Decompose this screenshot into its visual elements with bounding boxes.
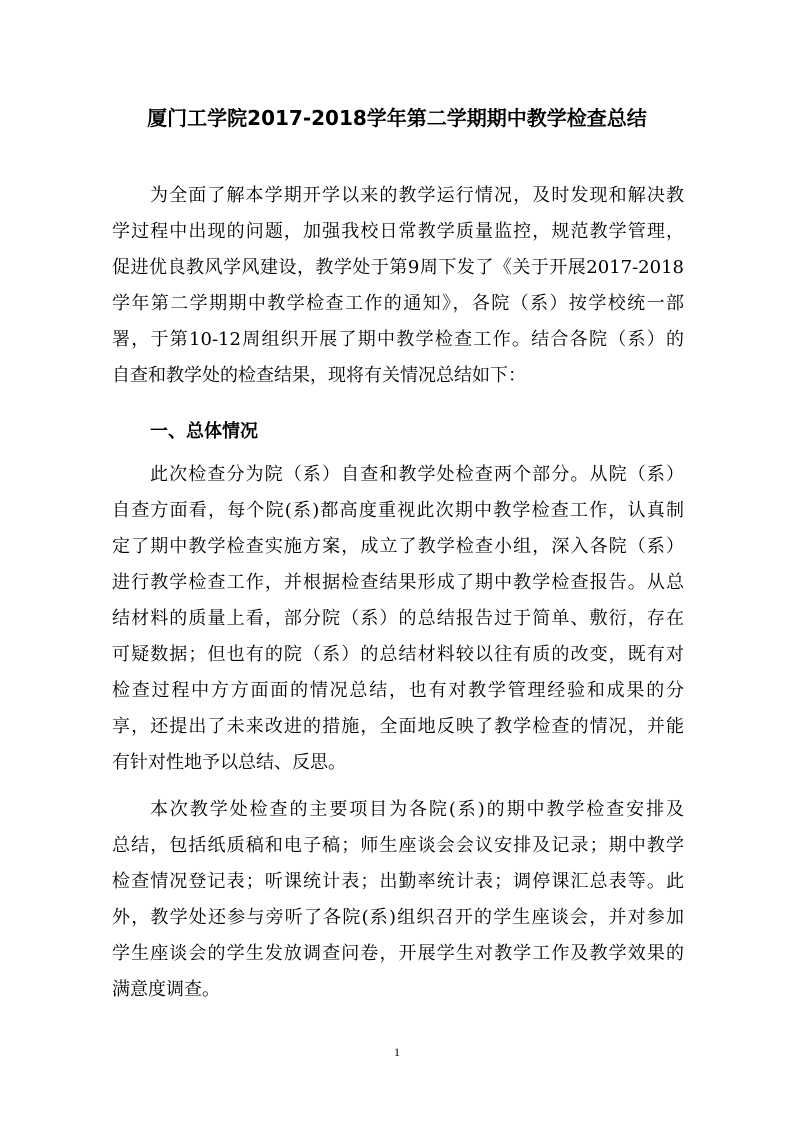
page-number: 1 <box>394 1045 400 1059</box>
paragraph-line: 有针对性地予以总结、反思。 <box>112 752 346 773</box>
paragraph-line: 学年第二学期期中教学检查工作的通知》，各院（系）按学校统一部 <box>112 293 684 314</box>
paragraph-line: 检查过程中方方面面的情况总结，也有对教学管理经验和成果的分 <box>112 680 684 701</box>
paragraph-line: 总结，包括纸质稿和电子稿；师生座谈会会议安排及记录；期中教学 <box>112 835 684 856</box>
paragraph-line: 享，还提出了未来改进的措施，全面地反映了教学检查的情况，并能 <box>112 716 684 737</box>
paragraph-line: 检查情况登记表；听课统计表；出勤率统计表；调停课汇总表等。此 <box>112 871 684 892</box>
document-title: 厦门工学院2017-2018学年第二学期期中教学检查总结 <box>147 106 647 130</box>
overview-paragraph-2 <box>112 792 684 1008</box>
paragraph-line: 进行教学检查工作，并根据检查结果形成了期中教学检查报告。从总 <box>112 572 684 593</box>
paragraph-line: 结材料的质量上看，部分院（系）的总结报告过于简单、敷衍，存在 <box>112 608 684 629</box>
paragraph-line: 此次检查分为院（系）自查和教学处检查两个部分。从院（系） <box>150 464 684 485</box>
overview-paragraph-1 <box>112 457 684 781</box>
paragraph-line: 可疑数据；但也有的院（系）的总结材料较以往有质的改变，既有对 <box>112 644 684 665</box>
intro-paragraph <box>112 178 684 394</box>
paragraph-line: 学过程中出现的问题，加强我校日常教学质量监控，规范教学管理， <box>112 221 684 242</box>
paragraph-line: 促进优良教风学风建设，教学处于第9周下发了《关于开展2017-2018 <box>112 257 684 278</box>
paragraph-line: 为全面了解本学期开学以来的教学运行情况，及时发现和解决教 <box>150 185 684 206</box>
paragraph-line: 满意度调查。 <box>112 979 220 1000</box>
paragraph-line: 学生座谈会的学生发放调查问卷，开展学生对教学工作及教学效果的 <box>112 943 684 964</box>
paragraph-line: 外，教学处还参与旁听了各院(系)组织召开的学生座谈会，并对参加 <box>112 907 684 928</box>
paragraph-line: 定了期中教学检查实施方案，成立了教学检查小组，深入各院（系） <box>112 536 684 557</box>
paragraph-line: 本次教学处检查的主要项目为各院(系)的期中教学检查安排及 <box>150 799 684 820</box>
section-heading: 一、总体情况 <box>150 421 258 442</box>
paragraph-line: 自查和教学处的检查结果，现将有关情况总结如下： <box>112 365 526 386</box>
paragraph-line: 自查方面看，每个院(系)都高度重视此次期中教学检查工作，认真制 <box>112 500 684 521</box>
paragraph-line: 署，于第10-12周组织开展了期中教学检查工作。结合各院（系）的 <box>112 329 684 350</box>
